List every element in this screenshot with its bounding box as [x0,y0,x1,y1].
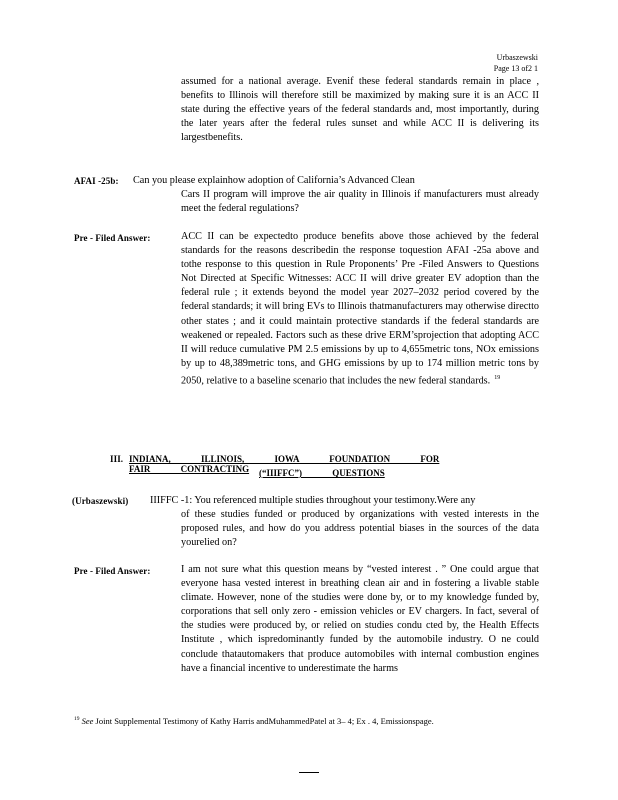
answer-label: Pre - Filed Answer: [74,233,151,243]
footnote-number: 19 [74,716,80,723]
question-label-afai-25b: AFAI -25b: [74,176,119,186]
page-header [494,52,538,74]
paragraph-continuation: assumed for a national average. Evenif these federal standards remain in place , benefits to Illinois will therefore still be maximized by making sure it is an ACC II state during the effective years of the federal standards and, most importantly, during the later years after the federal rules sunset and while ACC II is delivering its largestbenefits. [181,76,539,144]
question-witness-label: (Urbaszewski) [72,496,129,506]
question-iiiffc-1-text: of these studies funded or produced by organizations with vested interests in the proposed rules, and how do you address potential biases in the sources of the data yourelied on? [181,509,539,549]
answer-text: ACC II can be expectedto produce benefits above those achieved by the federal standards for the reasons describedin the response toquestion AFAI -25a above and tothe response to this question in Rule Proponents’ Pre -Filed Answers to Questions Not Directed at Specific Witnesses: ACC II will drive greater EV adoption than the federal rule ; it extends beyond the model year 2027–2032 period covered by the federal standards; it will bring EVs to Illinois thatmanufacturers may otherwise directto other states ; and it could maintain protective standards if the federal standards are weakened or repealed. Factors such as these drive ERM’sprojection that adopting ACC II will reduce cumulative PM 2.5 emissions by up to 4,655metric tons, NOx emissions by up to 48,389metric tons, and GHG emissions by up to 174 million metric tons by 2050, relative to a baseline scenario that includes the new federal standards. [181,231,539,387]
question-iiiffc-1-first-line: IIIFFC -1: You referenced multiple studies throughout your testimony.Were any [150,495,476,506]
header-name: Urbaszewski [496,53,538,62]
bottom-divider [299,772,319,773]
footnote [74,716,544,726]
answer-label: Pre - Filed Answer: [74,566,151,576]
footnote-see: See [81,716,94,726]
footnote-text: Joint Supplemental Testimony of Kathy Harris andMuhammedPatel at 3– 4; Ex . 4, Emissionspage. [95,716,434,726]
section-number: III. [110,454,124,464]
question-afai-25b-first-line: Can you please explainhow adoption of California’s Advanced Clean [133,175,415,186]
answer-afai-25b-text [181,230,539,388]
footnote-reference: 19 [494,374,501,381]
question-afai-25b-text: Cars II program will improve the air quality in Illinois if manufacturers must already meet the federal regulations? [181,189,539,215]
section-heading-line2: (“IIIFFC”) QUESTIONS [259,468,385,478]
header-page-number: Page 13 of2 1 [493,64,538,73]
section-heading-line1: INDIANA, ILLINOIS, IOWA FOUNDATION FOR FAIR CONTRACTING [129,454,440,474]
answer-iiiffc-1-text: I am not sure what this question means by “vested interest . ” One could argue that everyone hasa vested interest in breathing clean air and in fostering a livable stable climate. However, none of the studies were done by, or to my knowledge funded by, corporations that sell only zero - emission vehicles or EV chargers. In fact, several of the studies were produced by, or relied on studies condu cted by, the Health Effects Institute , which ispredominantly funded by the automobile industry. O ne could conclude thatautomakers that produce automobiles with internal combustion engines have a financial incentive to underestimate the harms [181,564,539,674]
